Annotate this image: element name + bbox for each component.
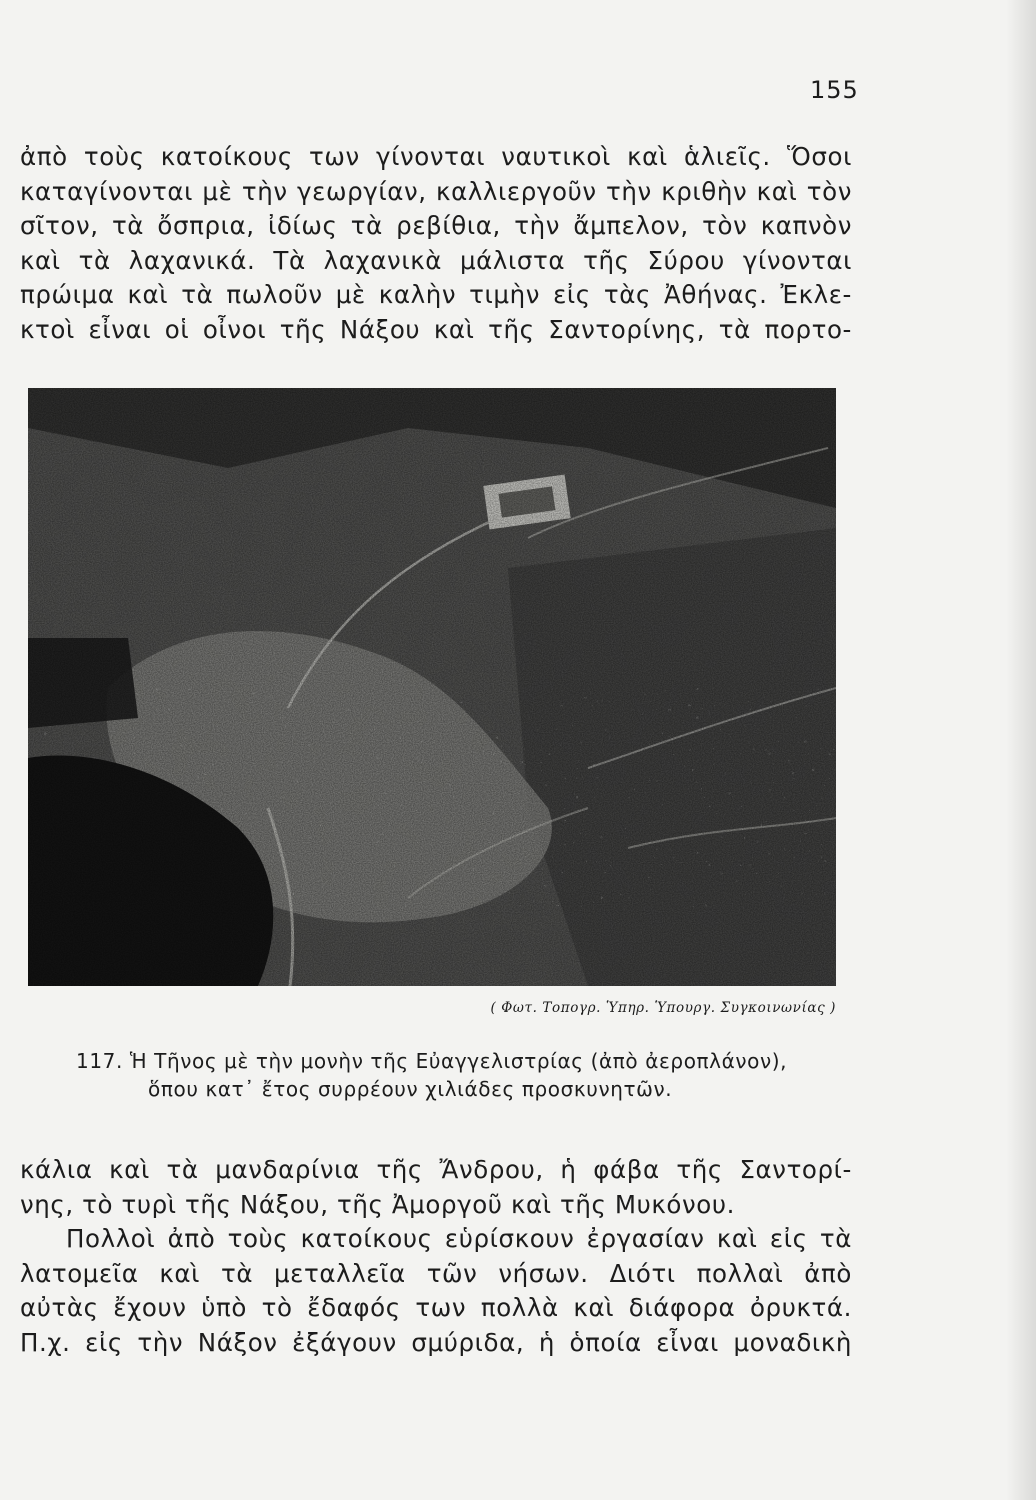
text-line: νης, τὸ τυρὶ τῆς Νάξου, τῆς Ἀμοργοῦ καὶ τῆς Μυκόνου. (20, 1189, 736, 1219)
text-line: Πολλοὶ ἀπὸ τοὺς κατοίκους εὑρίσκουν ἐργασίαν καὶ εἰς τὰ (66, 1224, 852, 1253)
text-line: ἀπὸ τοὺς κατοίκους των γίνονται ναυτικοὶ καὶ ἁλιεῖς. Ὅσοι (20, 142, 852, 171)
bottom-text (20, 1153, 852, 1360)
text-line: αὐτὰς ἔχουν ὑπὸ τὸ ἔδαφός των πολλὰ καὶ διάφορα ὀρυκτά. (20, 1293, 852, 1322)
photo-credit: ( Φωτ. Τοπογρ. Ὑπηρ. Ὑπουργ. Συγκοινωνίας ) (490, 1000, 836, 1016)
caption-line: ὅπου κατ᾽ ἔτος συρρέουν χιλιάδες προσκυνητῶν. (148, 1077, 673, 1101)
aerial-photo-drawing (28, 388, 836, 986)
text-line: λατομεῖα καὶ τὰ μεταλλεῖα τῶν νήσων. Διότι πολλαὶ ἀπὸ (20, 1258, 852, 1288)
top-paragraph (20, 140, 852, 347)
text-line: κτοὶ εἶναι οἱ οἶνοι τῆς Νάξου καὶ τῆς Σαντορίνης, τὰ πορτο- (20, 314, 852, 344)
text-line: καὶ τὰ λαχανικά. Τὰ λαχανικὰ μάλιστα τῆς Σύρου γίνονται (20, 245, 852, 275)
text-line: καταγίνονται μὲ τὴν γεωργίαν, καλλιεργοῦν τὴν κριθὴν καὶ τὸν (20, 176, 852, 206)
page-edge-shadow (1006, 0, 1036, 1500)
text-line: πρώιμα καὶ τὰ πωλοῦν μὲ καλὴν τιμὴν εἰς τὰς Ἀθήνας. Ἐκλε- (20, 280, 852, 309)
aerial-photograph (28, 388, 836, 986)
paragraph-continuation (20, 1153, 852, 1222)
figure-caption (76, 1047, 836, 1103)
paragraph (20, 1222, 852, 1360)
text-line: σῖτον, τὰ ὄσπρια, ἰδίως τὰ ρεβίθια, τὴν ἄμπελον, τὸν καπνὸν (20, 211, 852, 240)
page-number: 155 (810, 76, 859, 104)
text-line: κάλια καὶ τὰ μανδαρίνια τῆς Ἄνδρου, ἡ φάβα τῆς Σαντορί- (20, 1155, 852, 1184)
text-line: Π.χ. εἰς τὴν Νάξον ἐξάγουν σμύριδα, ἡ ὁποία εἶναι μοναδικὴ (20, 1327, 852, 1357)
caption-line: 117. Ἡ Τῆνος μὲ τὴν μονὴν τῆς Εὐαγγελιστρίας (ἀπὸ ἀεροπλάνον), (76, 1049, 788, 1073)
